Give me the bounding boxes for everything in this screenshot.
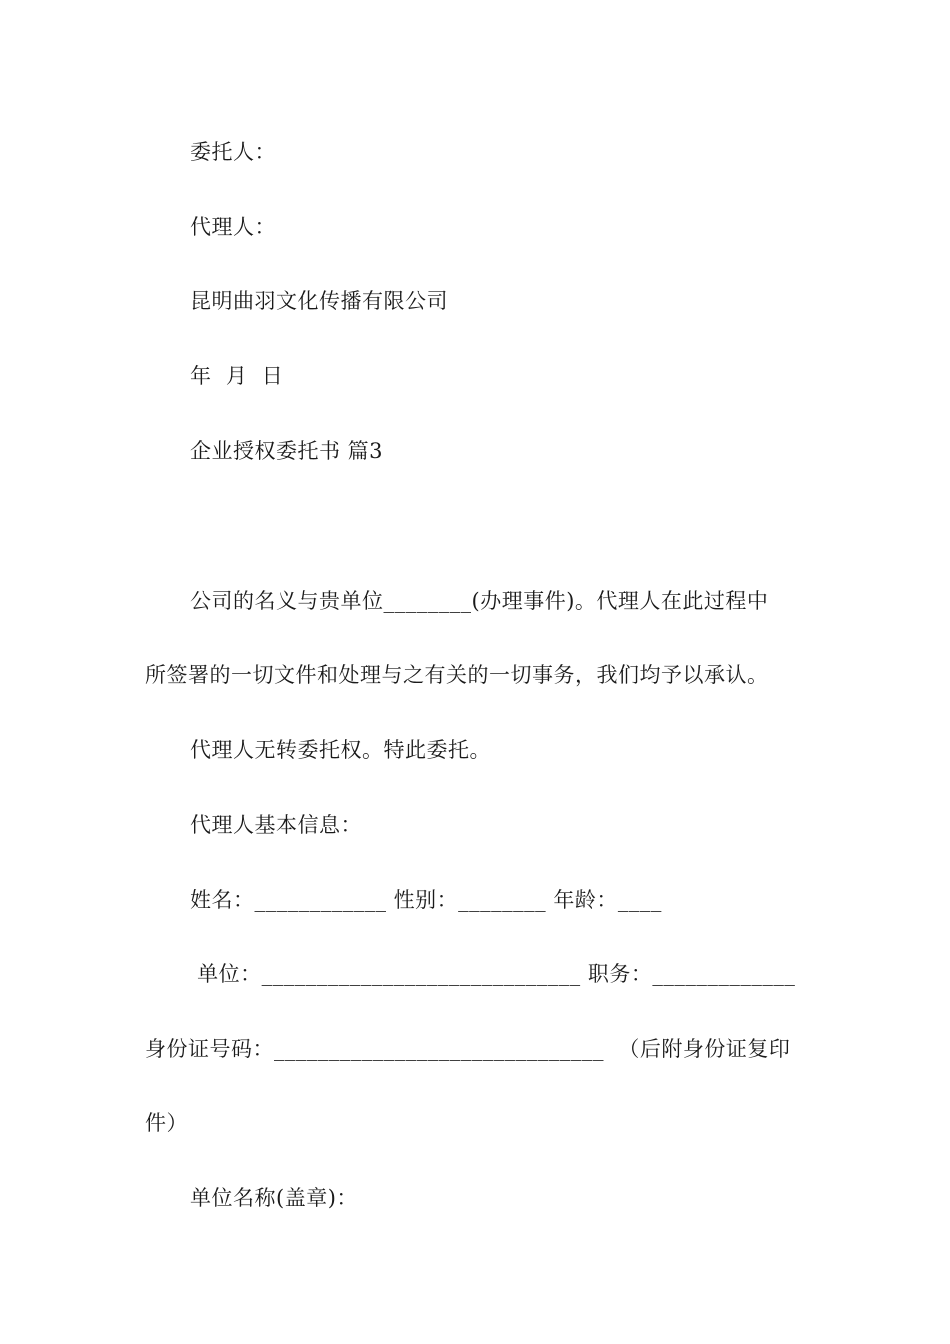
name-gender-age-line: 姓名：____________ 性别：________ 年龄：____ <box>190 888 662 912</box>
section-title: 企业授权委托书 篇3 <box>190 439 384 463</box>
company-name: 昆明曲羽文化传播有限公司 <box>190 289 448 313</box>
date-line: 年 月 日 <box>190 364 284 388</box>
paragraph-line: 公司的名义与贵单位________(办理事件)。代理人在此过程中 <box>190 589 769 613</box>
principal-line: 委托人： <box>190 140 276 164</box>
agent-info-heading: 代理人基本信息： <box>190 813 362 837</box>
agent-line: 代理人： <box>190 215 276 239</box>
id-number-line: 身份证号码：______________________________ （后附身份证复印 <box>145 1037 791 1061</box>
paragraph-line: 所签署的一切文件和处理与之有关的一切事务，我们均予以承认。 <box>145 663 769 687</box>
unit-name-seal-line: 单位名称(盖章)： <box>190 1186 358 1210</box>
id-number-line-continued: 件） <box>145 1111 188 1135</box>
paragraph-line: 代理人无转委托权。特此委托。 <box>190 738 491 762</box>
unit-position-line: 单位：_____________________________ 职务：_____________ <box>190 962 796 986</box>
